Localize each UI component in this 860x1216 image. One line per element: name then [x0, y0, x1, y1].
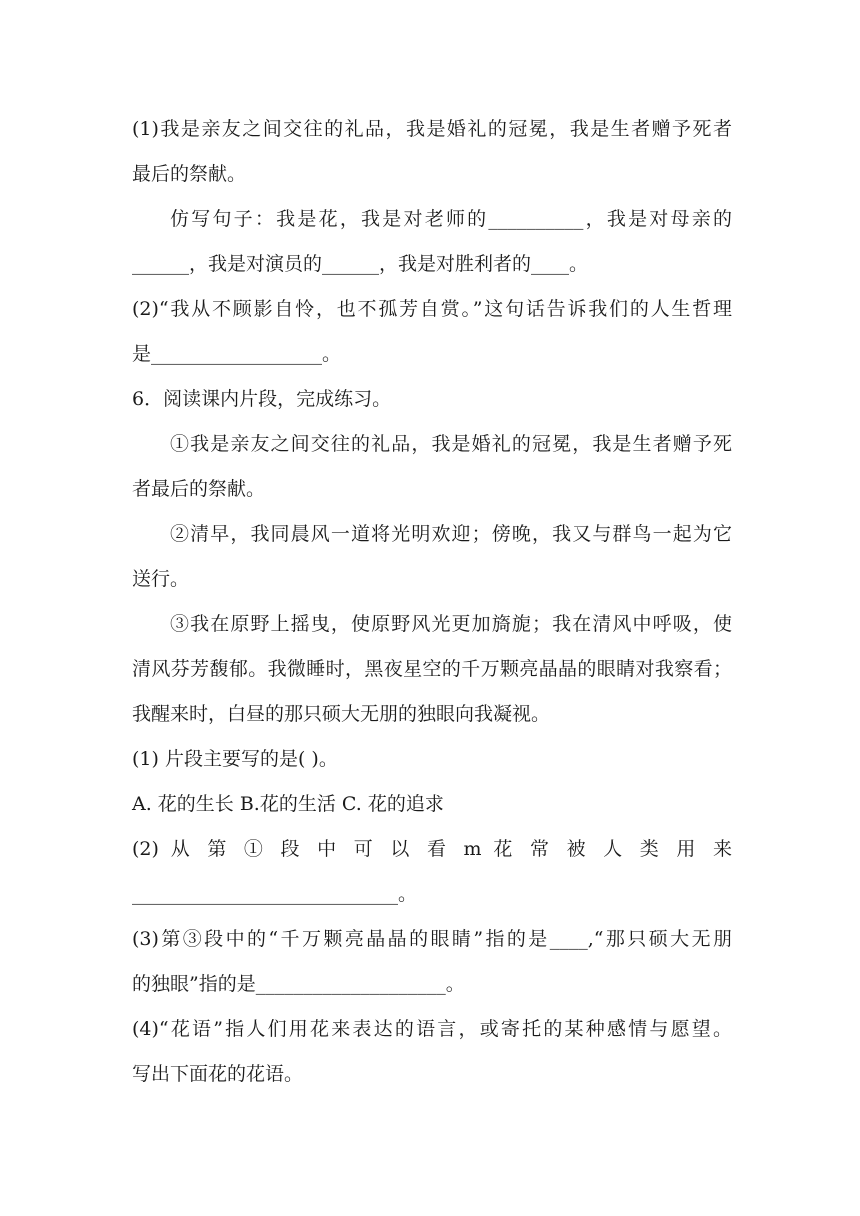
text-line: (1) 片段主要写的是( )。: [132, 748, 338, 770]
text-line: (2) 从 第 ① 段 中 可 以 看 m 花 常 被 人 类 用 来: [132, 838, 732, 860]
text-line: 仿写句子：我是花，我是对老师的__________，我是对母亲的: [170, 208, 732, 230]
exercise-text: [132, 107, 732, 1097]
question-heading: 6．阅读课内片段，完成练习。: [132, 388, 392, 410]
answer-options: A. 花的生长 B.花的生活 C. 花的追求: [132, 793, 444, 815]
text-line: (4)“花语”指人们用花来表达的语言，或寄托的某种感情与愿望。: [132, 1018, 732, 1040]
text-line: 写出下面花的花语。: [132, 1063, 304, 1085]
passage-line: ②清早，我同晨风一道将光明欢迎；傍晚，我又与群鸟一起为它: [170, 523, 732, 545]
passage-line: 我醒来时，白昼的那只硕大无朋的独眼向我凝视。: [132, 703, 551, 725]
passage-line: ①我是亲友之间交往的礼品，我是婚礼的冠冕，我是生者赠予死: [170, 433, 732, 455]
text-line: 的独眼”指的是____________________。: [132, 973, 465, 995]
passage-line: 送行。: [132, 568, 190, 590]
text-line: (2)“我从不顾影自怜，也不孤芳自赏。”这句话告诉我们的人生哲理: [132, 298, 732, 320]
text-line: (3)第③段中的“千万颗亮晶晶的眼睛”指的是____,“那只硕大无朋: [132, 928, 732, 950]
text-line: 最后的祭献。: [132, 163, 247, 185]
passage-line: 清风芬芳馥郁。我微睡时，黑夜星空的千万颗亮晶晶的眼睛对我察看；: [132, 658, 732, 680]
passage-line: 者最后的祭献。: [132, 478, 266, 500]
text-line: 是__________________。: [132, 343, 342, 365]
text-line: ____________________________。: [132, 883, 418, 905]
text-line: ______，我是对演员的______，我是对胜利者的____。: [132, 253, 589, 275]
passage-line: ③我在原野上摇曳，使原野风光更加旖旎；我在清风中呼吸，使: [170, 613, 732, 635]
text-line: (1)我是亲友之间交往的礼品，我是婚礼的冠冕，我是生者赠予死者: [132, 118, 732, 140]
